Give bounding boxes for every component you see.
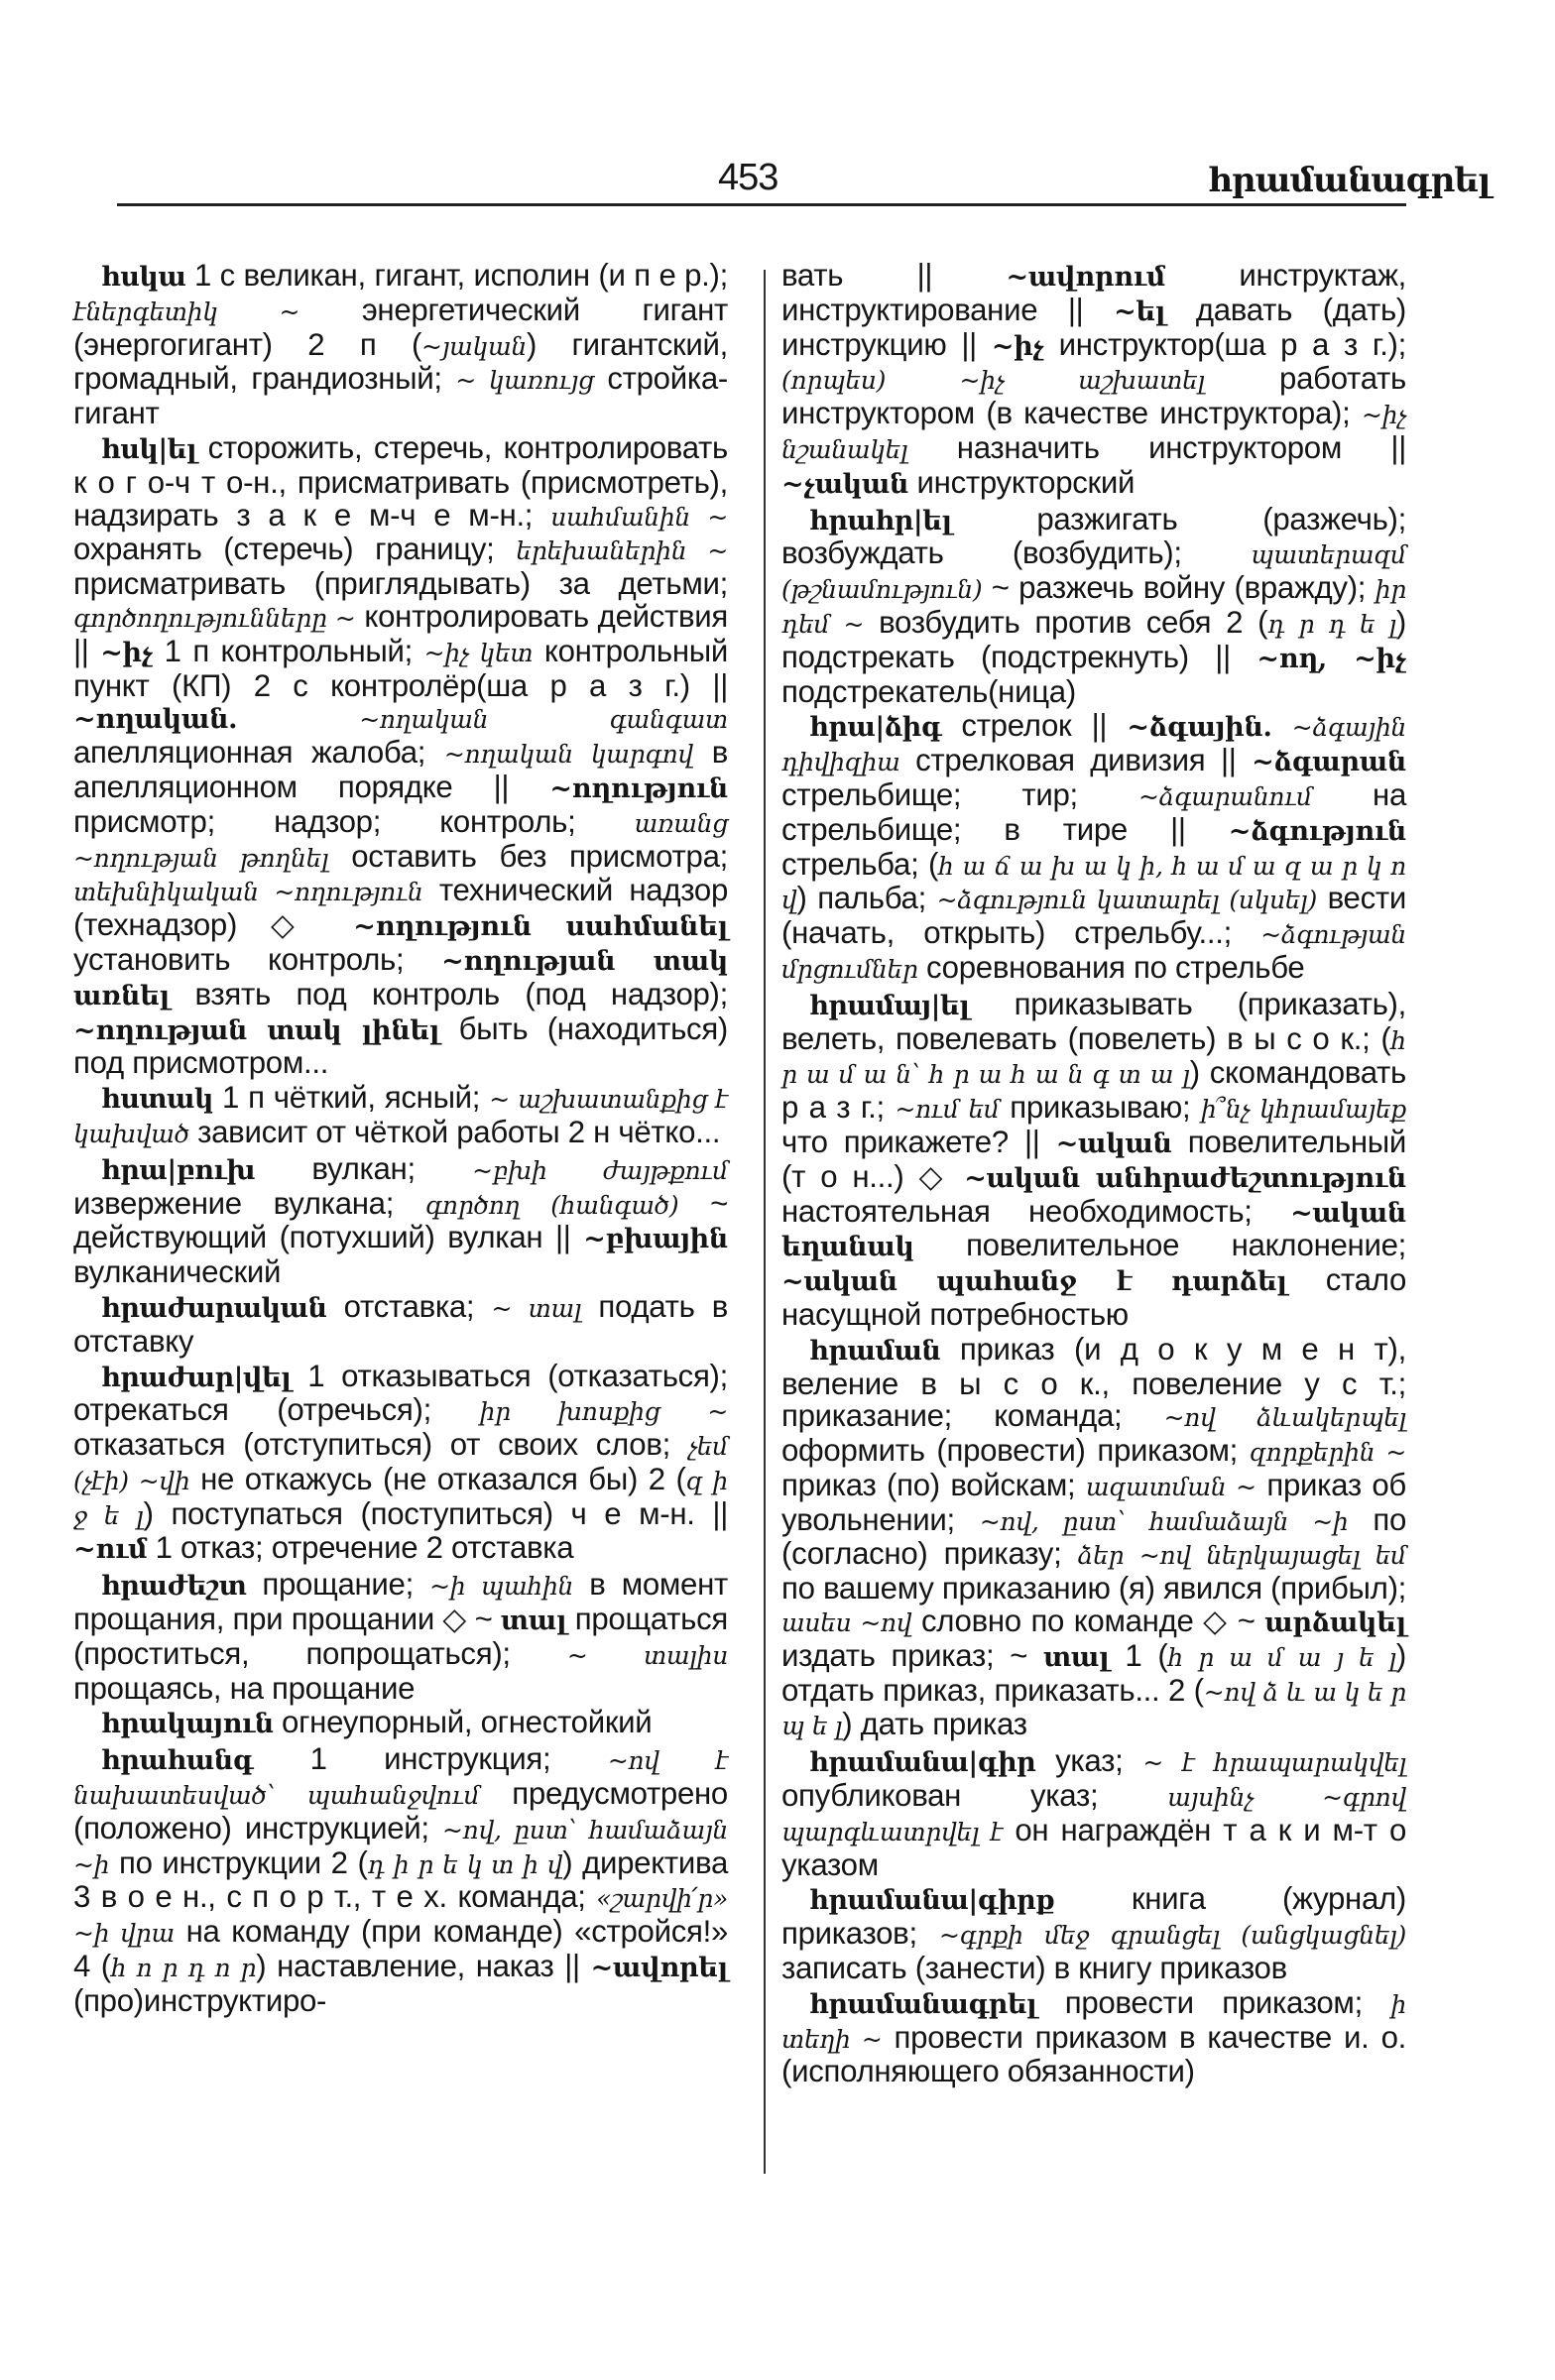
definition-text: давать (дать) инструкцию || bbox=[781, 292, 1406, 362]
derived-form: տալ bbox=[1043, 1641, 1110, 1673]
derived-form: ~ում bbox=[73, 1534, 148, 1566]
armenian-example: ~ի պահին bbox=[429, 1572, 574, 1602]
armenian-example: ~ում եմ bbox=[895, 1095, 1000, 1125]
definition-text: ) скомандовать р а з г.; bbox=[781, 1055, 1406, 1126]
definition-text: стрельбище; тир; bbox=[781, 776, 1138, 812]
definition-text: опубликован указ; bbox=[781, 1778, 1168, 1814]
derived-form: ~իչ bbox=[991, 330, 1044, 362]
derived-form: ~ձգություն bbox=[1228, 815, 1406, 847]
definition-text: зависит от чёткой работы 2 н чётко... bbox=[188, 1114, 721, 1149]
armenian-example: ~բխի ժայթքում bbox=[472, 1155, 728, 1185]
definition-text: на стрельбище; в тире || bbox=[781, 776, 1406, 847]
armenian-example: հ ո ր դ ո ր bbox=[110, 1954, 257, 1983]
armenian-example: ~ տալիս bbox=[566, 1640, 728, 1670]
definition-text: возбудить против себя 2 ( bbox=[864, 604, 1268, 640]
definition-text: технический надзор (технадзор) ◇ bbox=[73, 873, 728, 943]
dictionary-entry bbox=[781, 260, 1406, 502]
dictionary-entry bbox=[73, 260, 728, 430]
definition-text bbox=[237, 700, 359, 735]
definition-text: инструктаж, инструктирование || bbox=[781, 258, 1406, 327]
definition-text: в момент прощания, при прощании ◇ ~ bbox=[73, 1567, 728, 1637]
definition-text: охранять (стеречь) границу; bbox=[73, 532, 517, 567]
dictionary-entry bbox=[73, 1707, 728, 1741]
definition-text: ~ действующий (потухший) вулкан || bbox=[73, 1185, 728, 1255]
armenian-example: հ ա ճ ա խ ա կ ի, հ ա մ ա զ ա ր կ ո վ bbox=[781, 851, 1406, 915]
definition-text: повелительный (т о н...) ◇ bbox=[781, 1124, 1407, 1194]
headword: հրահանգ bbox=[101, 1745, 254, 1777]
armenian-example: էներգետիկ ~ bbox=[73, 297, 300, 326]
dictionary-entry bbox=[781, 1984, 1406, 2089]
dictionary-entry bbox=[73, 1150, 728, 1290]
header-rule bbox=[117, 203, 1406, 206]
armenian-example: ի տեղի ~ bbox=[781, 1989, 1406, 2054]
definition-text: контролировать действия || bbox=[73, 598, 728, 668]
definition-text: 1 п контрольный; bbox=[153, 633, 424, 668]
derived-form: ~ավորել bbox=[590, 1953, 729, 1984]
definition-text: оформить (провести) приказом; bbox=[781, 1433, 1250, 1469]
armenian-example: ~ձգարանում bbox=[1138, 781, 1312, 811]
armenian-example: ~ով, ըստ՝ համաձայն ~ի bbox=[979, 1506, 1349, 1536]
definition-text: подстрекатель(ница) bbox=[781, 673, 1076, 709]
derived-form: ~ողական. bbox=[73, 704, 238, 736]
definition-text: провести приказом; bbox=[1036, 1984, 1391, 2020]
definition-text: вать || bbox=[781, 258, 1007, 293]
headword: հրաման bbox=[809, 1335, 941, 1367]
definition-text: издать приказ; ~ bbox=[781, 1637, 1044, 1673]
definition-text: стало насущной потребностью bbox=[781, 1262, 1406, 1332]
definition-text: установить контроль; bbox=[73, 941, 442, 977]
armenian-example: ~ձգություն կատարել (սկսել) bbox=[936, 886, 1317, 915]
derived-form: ~ական անհրաժեշտություն bbox=[964, 1162, 1406, 1194]
dictionary-entry bbox=[73, 1288, 728, 1359]
definition-text: по (согласно) приказу; bbox=[781, 1501, 1407, 1572]
definition-text: стройка-гигант bbox=[73, 361, 728, 431]
derived-form: ~բխային bbox=[583, 1224, 728, 1255]
armenian-example: դ ի ր ե կ տ ի վ bbox=[367, 1849, 563, 1879]
armenian-example: ~ով է նախատեսված՝ պահանջվում bbox=[73, 1746, 729, 1811]
armenian-example: այսինչ ~գրով պարգևատրվել է bbox=[781, 1783, 1406, 1846]
headword: հսկ|ել bbox=[101, 433, 197, 465]
armenian-example: ~ձգային դիվիզիա bbox=[781, 713, 1406, 777]
definition-text: словно по команде ◇ ~ bbox=[911, 1604, 1265, 1639]
definition-text: 1 п чёткий, ясный; bbox=[212, 1080, 490, 1116]
armenian-example: երեխաներին ~ bbox=[516, 536, 728, 566]
armenian-example: ~ողական կարգով bbox=[443, 740, 693, 770]
definition-text: 1 инструкция; bbox=[253, 1741, 608, 1777]
derived-form: ~չական bbox=[781, 468, 909, 500]
headword: հստակ bbox=[101, 1084, 213, 1116]
armenian-example: ~իչ նշանակել bbox=[781, 401, 1406, 464]
column-divider bbox=[764, 270, 766, 2174]
derived-form: ~ողության տակ առնել bbox=[73, 945, 729, 1012]
definition-text: прощаться (проститься, попрощаться); bbox=[73, 1602, 728, 1671]
definition-text: предусмотрено (положено) инструкцией; bbox=[73, 1776, 728, 1845]
armenian-example: իր դեմ ~ bbox=[781, 575, 1406, 639]
armenian-example: զ ի ջ ե լ bbox=[73, 1466, 728, 1530]
derived-form: ~իչ bbox=[100, 637, 154, 668]
definition-text: вулканический bbox=[73, 1254, 282, 1290]
headword: հրահր|ել bbox=[809, 505, 952, 536]
definition-text: соревнования по стрельбе bbox=[917, 949, 1305, 985]
definition-text: энергетический гигант (энергогигант) 2 п ( bbox=[73, 292, 728, 362]
definition-text bbox=[1272, 708, 1292, 743]
derived-form: ~ական պահանջ է դարձել bbox=[781, 1266, 1287, 1298]
dictionary-entry bbox=[781, 501, 1406, 709]
derived-form: ~ձգարան bbox=[1252, 747, 1406, 778]
armenian-example: իր խոսքից ~ bbox=[479, 1397, 728, 1427]
definition-text: оставить без присмотра; bbox=[328, 838, 728, 874]
definition-text: 1 с великан, гигант, исполин (и п е р.); bbox=[185, 258, 728, 293]
definition-text: прощание; bbox=[246, 1567, 430, 1603]
armenian-example: գործող (հանգած) bbox=[424, 1190, 679, 1220]
derived-form: ~ական եղանակ bbox=[781, 1197, 1406, 1263]
derived-form: ~ողություն bbox=[549, 773, 728, 804]
armenian-example: հ ր ա մ ա յ ե լ bbox=[1167, 1642, 1396, 1672]
definition-text: извержение вулкана; bbox=[73, 1185, 425, 1221]
armenian-example: պատերազմ (թշնամություն) bbox=[781, 540, 1406, 605]
armenian-example: ~ողական գանգատ bbox=[359, 705, 728, 735]
definition-text: записать (занести) в книгу приказов bbox=[781, 1951, 1287, 1986]
definition-text: вулкан; bbox=[255, 1150, 473, 1186]
dictionary-entry bbox=[781, 710, 1406, 986]
armenian-example: առանց ~ողության թողնել bbox=[73, 808, 728, 873]
definition-text: стрелковая дивизия || bbox=[899, 743, 1253, 778]
definition-text: ) подстрекать (подстрекнуть) || bbox=[781, 604, 1406, 674]
definition-text: ~ разжечь войну (вражду); bbox=[982, 570, 1376, 606]
headword: հրաժար|վել bbox=[101, 1362, 292, 1393]
definition-text: что прикажете? || bbox=[781, 1124, 1056, 1159]
definition-text: разжигать (разжечь); возбуждать (возбудить); bbox=[781, 501, 1406, 571]
armenian-example: զորքերին ~ bbox=[1249, 1438, 1406, 1468]
armenian-example: գործողությունները ~ bbox=[73, 603, 356, 633]
definition-text: подать в отставку bbox=[73, 1288, 728, 1359]
definition-text: сторожить, стеречь, контролировать к о г о-ч т о-н., присматривать (присмотреть), надзирать з а к е м-ч е м-н.; bbox=[73, 429, 728, 533]
dictionary-entry bbox=[781, 1331, 1407, 1744]
definition-text: настоятельная необходимость; bbox=[781, 1193, 1291, 1229]
derived-form: ~ձգային. bbox=[1127, 712, 1272, 744]
definition-text: стрельба; ( bbox=[781, 846, 939, 882]
derived-form: ~ողության տակ լինել bbox=[73, 1014, 440, 1046]
armenian-example: (որպես) ~իչ աշխատել bbox=[781, 366, 1205, 396]
headword: հրամայ|ել bbox=[809, 990, 970, 1021]
armenian-example: ~ով, ըստ՝ համաձայն ~ի bbox=[73, 1815, 728, 1879]
right-column bbox=[781, 260, 1406, 2090]
definition-text: приказ об увольнении; bbox=[781, 1467, 1406, 1537]
headword: հրամանագրել bbox=[809, 1988, 1037, 2020]
definition-text: ) наставление, наказ || bbox=[256, 1949, 591, 1984]
definition-text: приказ (по) войскам; bbox=[781, 1467, 1086, 1502]
dictionary-entry bbox=[781, 1745, 1406, 1881]
definition-text: присмотр; надзор; контроль; bbox=[73, 803, 635, 839]
armenian-example: ~ աշխատանքից է կախված bbox=[73, 1085, 729, 1148]
definition-text: по вашему приказанию (я) явился (прибыл); bbox=[781, 1571, 1407, 1606]
armenian-example: ~յական bbox=[421, 331, 527, 361]
definition-text: 1 отказываться (отказаться); отрекаться (отречься); bbox=[73, 1358, 728, 1428]
page-header bbox=[117, 149, 1555, 198]
definition-text: на команду (при команде) «стройся!» 4 ( bbox=[73, 1914, 729, 1984]
definition-text: работать инструктором (в качестве инструктора); bbox=[781, 361, 1406, 431]
definition-text: 1 отказ; отречение 2 отставка bbox=[147, 1530, 574, 1566]
definition-text: отказаться (отступиться) от своих слов; bbox=[73, 1427, 688, 1463]
left-column bbox=[73, 260, 728, 2020]
definition-text: ) гигантский, громадный, грандиозный; bbox=[73, 326, 728, 397]
armenian-example: տեխնիկական ~ողություն bbox=[73, 878, 423, 907]
armenian-example: ~ է հրապարակվել bbox=[1142, 1748, 1406, 1778]
derived-form: ~ել bbox=[1114, 296, 1166, 327]
dictionary-entry bbox=[73, 1358, 728, 1568]
definition-text: указ; bbox=[1035, 1743, 1143, 1779]
headword: հրաժեշտ bbox=[101, 1571, 247, 1603]
definition-text: инструктор(ша р а з г.); bbox=[1043, 326, 1407, 362]
armenian-example: չեմ (չէի) ~վի bbox=[73, 1432, 728, 1495]
armenian-example: «շարվի՛ր» ~ի վրա bbox=[73, 1884, 728, 1949]
definition-text: быть (находиться) под присмотром... bbox=[73, 1011, 728, 1081]
derived-form: ~ող, ~իչ bbox=[1256, 643, 1406, 674]
armenian-example: հ ր ա մ ա ն՝ հ ր ա հ ա ն գ տ ա լ bbox=[781, 1025, 1406, 1090]
definition-text: не откажусь (не отказался бы) 2 ( bbox=[189, 1461, 686, 1496]
armenian-example: ~գրքի մեջ գրանցել (անցկացնել) bbox=[939, 1921, 1406, 1951]
definition-text: ) поступаться (поступиться) ч е м-н. || bbox=[143, 1495, 728, 1531]
headword: հրաժարական bbox=[101, 1292, 327, 1324]
headword: հրա|ձիգ bbox=[809, 712, 942, 744]
headword: հսկա bbox=[101, 262, 186, 293]
definition-text: ) пальба; bbox=[796, 881, 937, 916]
armenian-example: ~ձգության մրցումներ bbox=[781, 920, 1406, 984]
definition-text: приказывать (приказать), велеть, повелевать (повелеть) в ы с о к.; ( bbox=[781, 986, 1406, 1056]
headword: հրակայուն bbox=[101, 1709, 274, 1740]
armenian-example: դ ր դ ե լ bbox=[1267, 609, 1396, 639]
derived-form: ~ական bbox=[1055, 1128, 1172, 1159]
armenian-example: ~ տալ bbox=[491, 1293, 582, 1323]
definition-text: приказ (и д о к у м е н т), веление в ы с о к., повеление у с т.; приказание; команда; bbox=[781, 1331, 1406, 1434]
armenian-example: ~ով ձ և ա կ ե ր պ ե լ bbox=[781, 1677, 1406, 1741]
definition-text: прощаясь, на прощание bbox=[73, 1670, 416, 1706]
definition-text: по инструкции 2 ( bbox=[109, 1844, 368, 1880]
armenian-example: ի՞նչ կհրամայեք bbox=[1200, 1095, 1406, 1125]
armenian-example: ~իչ կետ bbox=[423, 638, 534, 667]
definition-text: назначить инструктором || bbox=[907, 429, 1406, 465]
definition-text: (про)инструктиро- bbox=[73, 1982, 327, 2018]
definition-text: приказываю; bbox=[999, 1090, 1201, 1126]
derived-form: տալ bbox=[500, 1606, 567, 1637]
definition-text: книга (журнал) приказов; bbox=[781, 1881, 1406, 1952]
dictionary-entry bbox=[781, 1883, 1406, 1984]
dictionary-entry bbox=[73, 429, 729, 1081]
derived-form: արձակել bbox=[1264, 1607, 1406, 1639]
dictionary-entry bbox=[73, 1743, 728, 2017]
definition-text: взять под контроль (под надзор); bbox=[169, 976, 728, 1012]
definition-text: контрольный пункт (КП) 2 с контролёр(ша р а з г.) || bbox=[73, 633, 728, 703]
armenian-example: սահմանին ~ bbox=[550, 502, 728, 532]
armenian-example: ասես ~ով bbox=[781, 1608, 912, 1638]
running-head: հրամանագրել bbox=[1208, 161, 1491, 200]
derived-form: ~ողություն սահմանել bbox=[353, 911, 728, 943]
definition-text: присматривать (приглядывать) за детьми; bbox=[73, 566, 728, 602]
headword: հրա|բուխ bbox=[101, 1154, 256, 1186]
definition-text: вести (начать, открыть) стрельбу...; bbox=[781, 881, 1406, 951]
definition-text: ) отдать приказ, приказать... 2 ( bbox=[781, 1637, 1406, 1708]
definition-text: 1 ( bbox=[1109, 1637, 1168, 1673]
definition-text: он награждён т а к и м-т о указом bbox=[781, 1812, 1406, 1882]
dictionary-entry bbox=[73, 1569, 728, 1705]
dictionary-entry bbox=[781, 986, 1407, 1332]
derived-form: ~ավորում bbox=[1006, 262, 1166, 293]
definition-text: стрелок || bbox=[941, 708, 1128, 744]
definition-text: провести приказом в качестве и. о. (исполняющего обязанности) bbox=[781, 2019, 1406, 2089]
definition-text: в апелляционном порядке || bbox=[73, 735, 728, 804]
armenian-example: ~ով ձևակերպել bbox=[1163, 1403, 1407, 1433]
armenian-example: ~ կառույց bbox=[455, 366, 594, 396]
definition-text: повелительное наклонение; bbox=[913, 1228, 1406, 1263]
page-number: 453 bbox=[718, 157, 778, 198]
definition-text: отставка; bbox=[326, 1288, 492, 1324]
headword: հրամանա|գիրք bbox=[809, 1885, 1055, 1917]
armenian-example: ձեր ~ով ներկայացել եմ bbox=[1077, 1541, 1406, 1571]
definition-text: инструкторский bbox=[908, 464, 1136, 500]
definition-text: огнеупорный, огнестойкий bbox=[273, 1705, 653, 1740]
dictionary-entry bbox=[73, 1082, 728, 1151]
definition-text: апелляционная жалоба; bbox=[73, 735, 444, 771]
headword: հրամանա|գիր bbox=[809, 1747, 1036, 1779]
definition-text: ) директива 3 в о е н., с п о р т., т е х. команда; bbox=[73, 1844, 728, 1915]
definition-text: ) дать приказ bbox=[842, 1707, 1027, 1742]
armenian-example: ազատման ~ bbox=[1085, 1472, 1256, 1501]
